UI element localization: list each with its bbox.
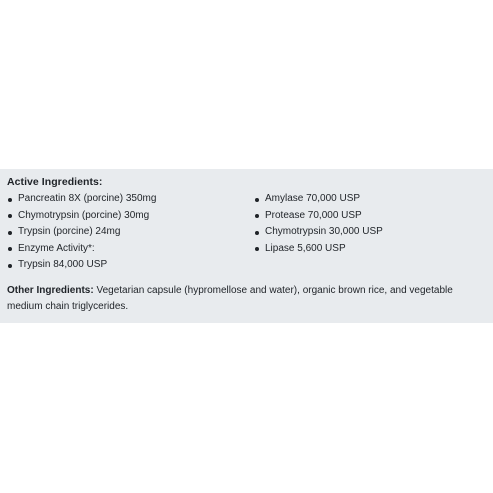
ingredient-text: Lipase 5,600 USP: [265, 242, 346, 254]
bullet-icon: [255, 198, 259, 202]
ingredients-panel: [0, 169, 493, 323]
bullet-icon: [8, 214, 12, 218]
list-item: [254, 208, 383, 225]
list-item: [7, 241, 156, 258]
ingredient-text: Pancreatin 8X (porcine) 350mg: [18, 193, 157, 204]
list-item: [7, 191, 156, 208]
list-item: [7, 208, 156, 225]
other-ingredients-paragraph: [7, 283, 489, 315]
bullet-icon: [8, 247, 12, 251]
active-ingredients-heading: Active Ingredients:: [7, 176, 103, 188]
bullet-icon: [8, 198, 12, 202]
ingredient-text: Amylase 70,000 USP: [265, 193, 361, 204]
list-item: [254, 224, 383, 241]
ingredients-column-left: [7, 191, 156, 274]
bullet-icon: [8, 264, 12, 268]
ingredient-text: Enzyme Activity*:: [18, 242, 95, 254]
other-ingredients-text: Vegetarian capsule (hypromellose and water), organic brown rice, and vegetable medium chain triglycerides.: [7, 285, 453, 312]
list-item: [254, 241, 383, 258]
bullet-icon: [255, 247, 259, 251]
other-ingredients-label: Other Ingredients:: [7, 285, 94, 296]
ingredient-text: Trypsin 84,000 USP: [18, 259, 108, 270]
list-item: [7, 224, 156, 241]
list-item: [254, 191, 383, 208]
active-ingredients-list: [7, 191, 485, 283]
ingredient-text: Chymotrypsin 30,000 USP: [265, 226, 383, 237]
bullet-icon: [255, 214, 259, 218]
bullet-icon: [255, 231, 259, 235]
ingredients-column-right: [254, 191, 383, 257]
bullet-icon: [8, 231, 12, 235]
list-item: [7, 257, 156, 274]
ingredient-text: Chymotrypsin (porcine) 30mg: [18, 209, 150, 221]
ingredient-text: Protease 70,000 USP: [265, 209, 362, 221]
ingredient-text: Trypsin (porcine) 24mg: [18, 226, 121, 237]
